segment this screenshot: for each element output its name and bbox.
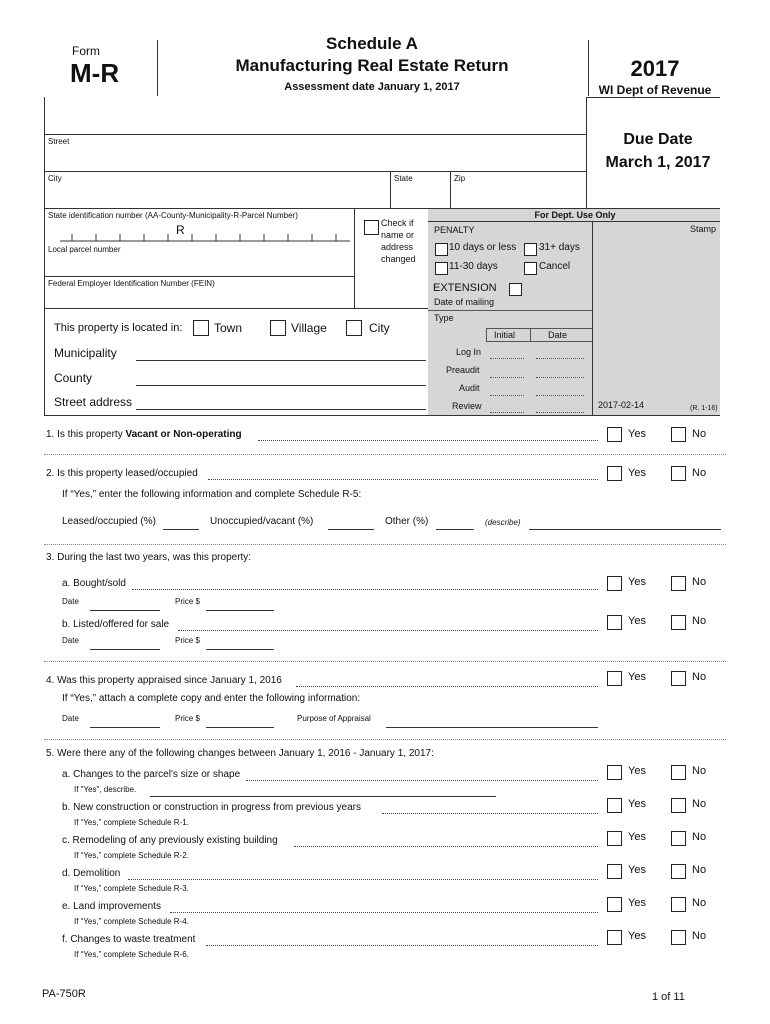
q5d-no-checkbox[interactable] (671, 864, 686, 879)
state-id-r: R (176, 223, 185, 237)
q3b-price-field[interactable] (206, 649, 274, 650)
dept-use-header: For Dept. Use Only (534, 210, 616, 220)
q5b-no-label: No (692, 798, 707, 810)
form-label: Form (72, 44, 100, 58)
penalty-31-days-label: 31+ days (539, 242, 580, 253)
q2-no-checkbox[interactable] (671, 466, 686, 481)
q5d-no-label: No (692, 864, 707, 876)
unoccupied-label: Unoccupied/vacant (%) (210, 516, 314, 527)
q3b-yes-label: Yes (628, 615, 646, 627)
name-field[interactable] (44, 97, 586, 208)
describe-label: (describe) (485, 518, 521, 527)
q5a-no-label: No (692, 765, 707, 777)
q5e-yes-checkbox[interactable] (607, 897, 622, 912)
street-field-label: Street (48, 137, 70, 146)
q5b-no-checkbox[interactable] (671, 798, 686, 813)
penalty-11-days-checkbox[interactable] (435, 262, 448, 275)
q5d-label: d. Demolition (62, 868, 121, 879)
q3a-no-label: No (692, 576, 707, 588)
q3b-no-label: No (692, 615, 707, 627)
other-field[interactable] (436, 529, 474, 530)
q3a-yes-label: Yes (628, 576, 646, 588)
zip-field-label: Zip (454, 174, 466, 183)
extension-label: EXTENSION (433, 282, 497, 294)
penalty-11-days-label: 11-30 days (449, 261, 498, 272)
date-of-mailing-label: Date of mailing (434, 297, 495, 307)
q5a-yes-label: Yes (628, 765, 646, 777)
q3a-yes-checkbox[interactable] (607, 576, 622, 591)
q5d-yes-label: Yes (628, 864, 646, 876)
state-field-label: State (394, 174, 413, 183)
penalty-label: PENALTY (434, 225, 475, 235)
other-label: Other (%) (385, 516, 429, 527)
form-year: 2017 (630, 56, 680, 81)
date-column-label: Date (548, 330, 568, 340)
cancel-checkbox[interactable] (524, 262, 537, 275)
stamp-date: 2017-02-14 (598, 400, 645, 410)
village-checkbox[interactable] (270, 320, 286, 336)
preaudit-label: Preaudit (446, 365, 480, 375)
q5b-note: If “Yes,” complete Schedule R-1. (74, 818, 189, 827)
revision-label: (R. 1-16) (690, 405, 718, 412)
county-field[interactable] (136, 385, 426, 386)
q3b-label: b. Listed/offered for sale (62, 619, 170, 630)
q4-no-checkbox[interactable] (671, 671, 686, 686)
form-code: M-R (70, 58, 120, 88)
q5e-label: e. Land improvements (62, 901, 161, 912)
q4-price-label: Price $ (175, 714, 200, 723)
q2-yes-label: Yes (628, 467, 646, 479)
q5a-no-checkbox[interactable] (671, 765, 686, 780)
q3b-price-label: Price $ (175, 636, 200, 645)
q5-label: 5. Were there any of the following changes between January 1, 2016 - January 1, 2017: (46, 748, 434, 759)
city-checkbox[interactable] (346, 320, 362, 336)
q5a-yes-checkbox[interactable] (607, 765, 622, 780)
q5a-describe-field[interactable] (150, 796, 496, 797)
village-label: Village (291, 321, 327, 335)
agency-name: WI Dept of Revenue (598, 83, 712, 97)
q4-purpose-field[interactable] (386, 727, 598, 728)
audit-label: Audit (459, 383, 480, 393)
q3b-date-field[interactable] (90, 649, 160, 650)
q2-no-label: No (692, 467, 707, 479)
penalty-31-days-checkbox[interactable] (524, 243, 537, 256)
q4-no-label: No (692, 671, 707, 683)
q3b-yes-checkbox[interactable] (607, 615, 622, 630)
describe-field[interactable] (529, 529, 721, 530)
street-address-label: Street address (54, 395, 133, 409)
q3b-no-checkbox[interactable] (671, 615, 686, 630)
q5f-no-checkbox[interactable] (671, 930, 686, 945)
q4-date-label: Date (62, 714, 79, 723)
form-number: PA-750R (42, 988, 86, 1000)
q3b-date-label: Date (62, 636, 79, 645)
town-checkbox[interactable] (193, 320, 209, 336)
q5c-no-label: No (692, 831, 707, 843)
fein-label: Federal Employer Identification Number (FEIN) (48, 279, 215, 288)
leased-field[interactable] (163, 529, 199, 530)
q4-note: If “Yes,” attach a complete copy and enter the following information: (62, 693, 361, 704)
q5e-no-label: No (692, 897, 707, 909)
q3a-label: a. Bought/sold (62, 578, 126, 589)
page-title: Manufacturing Real Estate Return (235, 56, 509, 75)
extension-checkbox[interactable] (509, 283, 522, 296)
type-label: Type (434, 313, 454, 323)
q4-yes-label: Yes (628, 671, 646, 683)
q5f-note: If “Yes,” complete Schedule R-6. (74, 950, 189, 959)
q4-purpose-label: Purpose of Appraisal (297, 714, 371, 723)
due-date-label: Due Date (623, 131, 693, 148)
street-address-field[interactable] (136, 409, 426, 410)
page-number: 1 of 11 (652, 991, 685, 1003)
q5d-yes-checkbox[interactable] (607, 864, 622, 879)
assessment-date: Assessment date January 1, 2017 (284, 81, 460, 93)
state-id-input[interactable] (60, 224, 350, 244)
stamp-label: Stamp (690, 224, 717, 234)
cancel-label: Cancel (539, 261, 571, 272)
penalty-10-days-label: 10 days or less (449, 242, 517, 253)
q3a-date-label: Date (62, 597, 79, 606)
q3-label: 3. During the last two years, was this property: (46, 552, 252, 563)
q2-note: If “Yes,” enter the following information and complete Schedule R-5: (62, 489, 362, 500)
address-changed-checkbox[interactable] (364, 220, 379, 235)
q5f-yes-label: Yes (628, 930, 646, 942)
q5e-yes-label: Yes (628, 897, 646, 909)
q4-label: 4. Was this property appraised since January 1, 2016 (46, 675, 282, 686)
q4-price-field[interactable] (206, 727, 274, 728)
q5c-label: c. Remodeling of any previously existing building (62, 835, 278, 846)
q1-yes-checkbox[interactable] (607, 427, 622, 442)
q5a-note: If "Yes", describe. (74, 785, 137, 794)
q5f-no-label: No (692, 930, 707, 942)
q3a-date-field[interactable] (90, 610, 160, 611)
q5c-note: If “Yes,” complete Schedule R-2. (74, 851, 189, 860)
log-in-label: Log In (456, 347, 482, 357)
due-date: March 1, 2017 (605, 154, 711, 171)
penalty-10-days-checkbox[interactable] (435, 243, 448, 256)
city-label: City (369, 321, 390, 335)
unoccupied-field[interactable] (328, 529, 374, 530)
q3a-no-checkbox[interactable] (671, 576, 686, 591)
q5b-yes-checkbox[interactable] (607, 798, 622, 813)
schedule-title: Schedule A (326, 34, 418, 53)
q5f-yes-checkbox[interactable] (607, 930, 622, 945)
q3a-price-field[interactable] (206, 610, 274, 611)
q5e-no-checkbox[interactable] (671, 897, 686, 912)
q4-date-field[interactable] (90, 727, 160, 728)
review-label: Review (452, 401, 482, 411)
town-label: Town (214, 321, 243, 335)
initial-column-label: Initial (494, 330, 516, 340)
q1-no-checkbox[interactable] (671, 427, 686, 442)
municipality-field[interactable] (136, 360, 426, 361)
q1-no-label: No (692, 428, 707, 440)
state-id-label: State identification number (AA-County-Municipality-R-Parcel Number) (48, 211, 298, 220)
q3a-price-label: Price $ (175, 597, 200, 606)
q2-yes-checkbox[interactable] (607, 466, 622, 481)
q4-yes-checkbox[interactable] (607, 671, 622, 686)
q5b-label: b. New construction or construction in progress from previous years (62, 802, 362, 813)
municipality-label: Municipality (54, 346, 117, 360)
q5d-note: If “Yes,” complete Schedule R-3. (74, 884, 189, 893)
q5b-yes-label: Yes (628, 798, 646, 810)
location-prompt: This property is located in: (54, 322, 183, 334)
city-field-label: City (48, 174, 62, 183)
leased-label: Leased/occupied (%) (62, 516, 156, 527)
q5e-note: If “Yes,” complete Schedule R-4. (74, 917, 189, 926)
q1-label: 1. Is this property Vacant or Non-operating (46, 429, 242, 440)
local-parcel-label: Local parcel number (48, 245, 121, 254)
q5c-yes-label: Yes (628, 831, 646, 843)
q5c-yes-checkbox[interactable] (607, 831, 622, 846)
q5f-label: f. Changes to waste treatment (62, 934, 196, 945)
address-changed-label: Check if name or address changed (381, 218, 416, 264)
q5c-no-checkbox[interactable] (671, 831, 686, 846)
q1-yes-label: Yes (628, 428, 646, 440)
q2-label: 2. Is this property leased/occupied (46, 468, 198, 479)
q5a-label: a. Changes to the parcel's size or shape (62, 769, 241, 780)
county-label: County (54, 371, 93, 385)
